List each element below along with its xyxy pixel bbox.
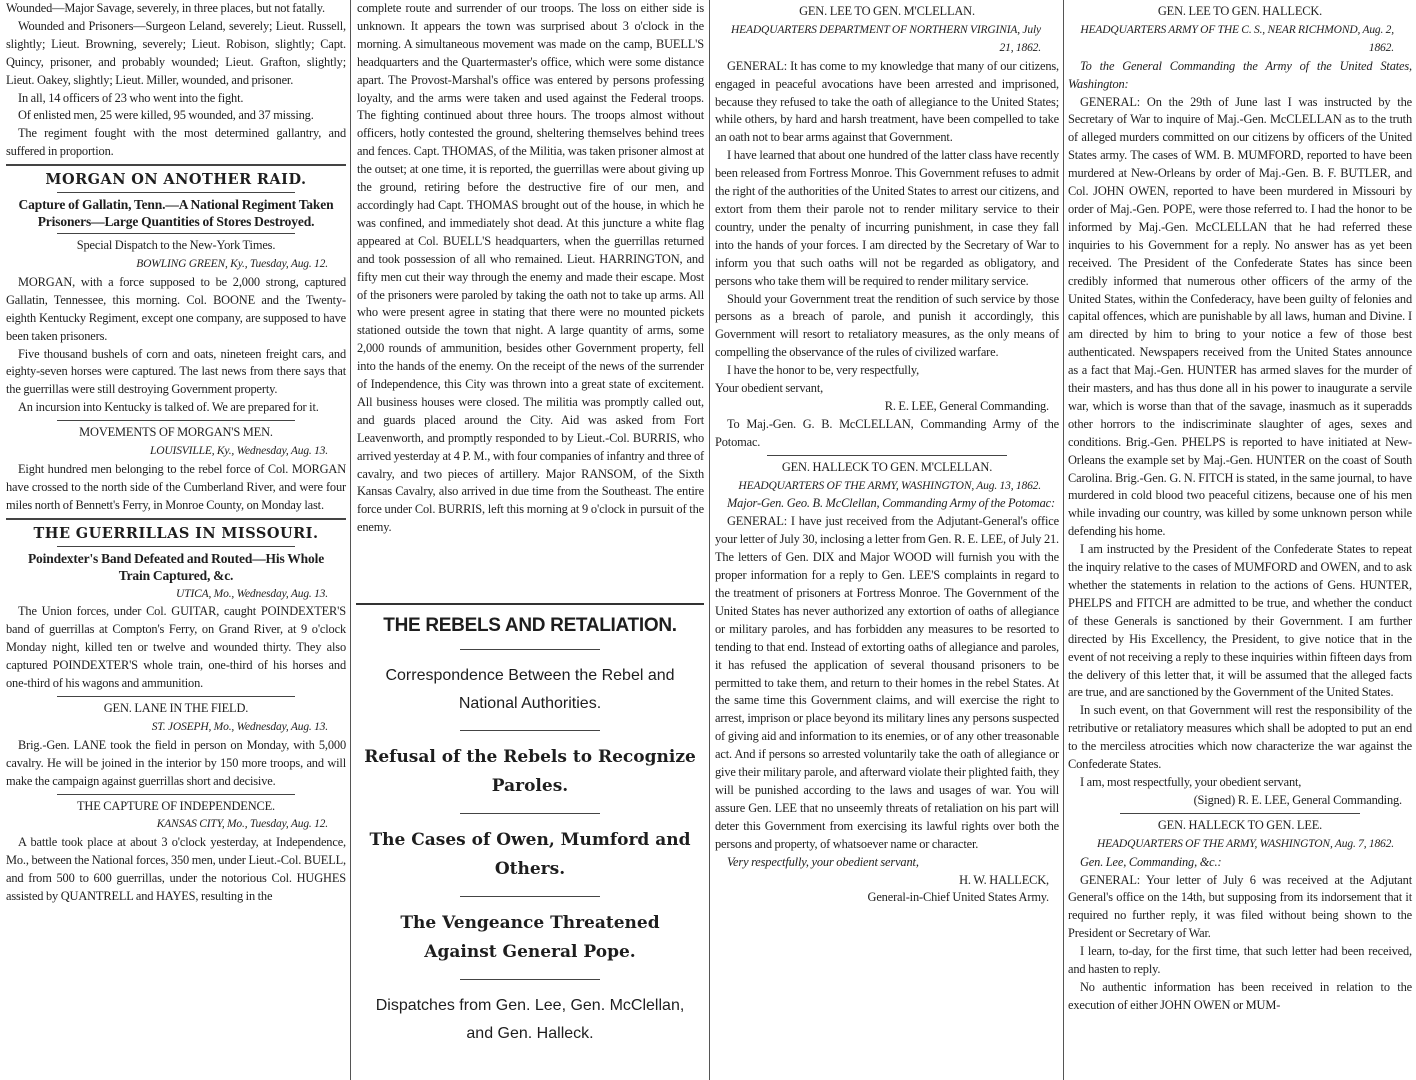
paragraph: I learn, to-day, for the first time, that such letter had been received, and hasten to reply. xyxy=(1068,944,1412,977)
section-heading: GEN. LEE TO GEN. HALLECK. xyxy=(1157,4,1323,18)
paragraph: No authentic information has been received in relation to the execution of either JOHN OWEN or MUM- xyxy=(1068,979,1412,1012)
paragraph: Very respectfully, your obedient servant, xyxy=(727,854,919,869)
divider xyxy=(460,896,599,897)
column-4 xyxy=(1068,0,1412,1015)
paragraph: GENERAL: On the 29th of June last I was instructed by the Secretary of War to inquire of Maj.-Gen. McCLELLAN as to the truth of alleged murders committed on our citizens by officers of the United States army. The cases of WM. B. MUMFORD, reported to have been murdered at New-Orleans by order of Maj.-Gen. B. F. BUTLER, and Col. JOHN OWEN, reported to have been murdered in Missouri by order of Maj.-Gen. POPE, were those referred to. I had the honor to be informed by Maj.-Gen. McCLELLAN that he had referred these inquiries to his Government for a reply. No answer has as yet been received. The President of the Confederate States has since been credibly informed that numerous other officers of the army of the United States, within the Confederacy, have been guilty of felonies and capital offences, which are punishable by all laws, human and Divine. I am directed by him to bring to your notice a few of those best authenticated. Newspapers received from the United States announce as a fact that Maj.-Gen. HUNTER has armed slaves for the murder of their masters, and has thus done all in his power to inaugurate a servile war, which is worse than that of the savage, inasmuch as it superadds other horrors to the indiscriminate slaughter of ages, sexes and conditions. Brig.-Gen. PHELPS is reported to have initiated at New-Orleans the example set by Maj.-Gen. HUNTER on the coast of South Carolina. Brig.-Gen. G. N. FITCH is stated, in the same journal, to have murdered in cold blood two peaceful citizens, because one of his men while invading our country, was killed by some unknown person while defending his home. xyxy=(1068,94,1412,539)
paragraph: Major-Gen. Geo. B. McClellan, Commanding Army of the Potomac: xyxy=(727,496,1055,511)
dateline: UTICA, Mo., Wednesday, Aug. 13. xyxy=(176,587,328,600)
divider xyxy=(57,546,295,547)
paragraph: Five thousand bushels of corn and oats, nineteen freight cars, and eighty-seven horses were captured. The last news from there says that the guerrillas were still destroying Government property. xyxy=(6,346,346,397)
column-3 xyxy=(715,0,1059,907)
divider xyxy=(57,233,295,234)
paragraph: GENERAL: It has come to my knowledge that many of our citizens, engaged in peaceful avocations have been arrested and imprisoned, because they refused to take the oath of allegiance to the United States; while others, by hard and harsh treatment, have been compelled to take an oath not to bear arms against that Government. xyxy=(715,58,1059,145)
paragraph: I have the honor to be, very respectfully, xyxy=(727,363,920,378)
paragraph: Eight hundred men belonging to the rebel force of Col. MORGAN have crossed to the north side of the Cumberland River, and were four miles north of Bennett's Ferry, in Monroe County, on Monday last. xyxy=(6,461,346,512)
dateline: ST. JOSEPH, Mo., Wednesday, Aug. 13. xyxy=(151,720,328,733)
paragraph: MORGAN, with a force supposed to be 2,000 strong, captured Gallatin, Tennessee, this morning. Col. BOONE and the Twenty-eighth Kentucky Regiment, except one company, are supposed to have been taken prisoners. xyxy=(6,274,346,343)
paragraph: I am, most respectfully, your obedient servant, xyxy=(1080,774,1302,789)
paragraph: An incursion into Kentucky is talked of. We are prepared for it. xyxy=(18,400,319,415)
subheadline: Poindexter's Band Defeated and Routed—His Whole Train Captured, &c. xyxy=(27,550,325,583)
paragraph: The regiment fought with the most determined gallantry, and suffered in proportion. xyxy=(6,126,346,159)
paragraph: GENERAL: Your letter of July 6 was received at the Adjutant General's office on the 14th, but supposing from its indorsement that it required no further reply, it was filed without being shown to the President or Secretary of War. xyxy=(1068,872,1412,941)
divider xyxy=(460,730,599,731)
column-2 xyxy=(357,0,704,537)
signature: H. W. HALLECK, xyxy=(959,872,1049,887)
dateline: BOWLING GREEN, Ky., Tuesday, Aug. 12. xyxy=(136,257,328,270)
deck-dispatches: Dispatches from Gen. Lee, Gen. McClellan, and Gen. Halleck. xyxy=(375,997,685,1042)
headline-block xyxy=(356,603,704,1048)
column-1 xyxy=(6,0,346,906)
dateline: LOUISVILLE, Ky., Wednesday, Aug. 13. xyxy=(149,445,328,458)
divider xyxy=(460,979,599,980)
paragraph: Should your Government treat the rendition of such service by those persons as a breach of parole, and punish it accordingly, this Government will resort to retaliatory measures, as the only means of compelling the observance of the rules of civilized warfare. xyxy=(715,291,1059,360)
paragraph: Of enlisted men, 25 were killed, 95 wounded, and 37 missing. xyxy=(18,108,314,123)
signature: General-in-Chief United States Army. xyxy=(867,890,1049,905)
column-divider xyxy=(1063,0,1064,1080)
section-heading: GEN. LANE IN THE FIELD. xyxy=(103,701,249,715)
section-heading: GEN. HALLECK TO GEN. LEE. xyxy=(1157,817,1323,832)
divider xyxy=(57,420,295,421)
divider xyxy=(767,455,1008,456)
divider xyxy=(460,649,599,650)
deck-cases: The Cases of Owen, Mumford and Others. xyxy=(369,830,691,879)
signature: (Signed) R. E. LEE, General Commanding. xyxy=(1193,792,1402,807)
paragraph: I am instructed by the President of the Confederate States to repeat the inquiry relative to the cases of MUMFORD and OWEN, and to ask whether the statements in relation to the actions of Gens. HUNTER, PHELPS and FITCH are admitted to be true, and whether the conduct of these Generals is sanctioned by their Government. I am further directed by His Excellency, the President, to give notice that in the event of not receiving a reply to these inquiries within fifteen days from the delivery of this letter that, it will be assumed that the alleged facts are true, and are sanctioned by the Government of the United States. xyxy=(1068,542,1412,700)
headline: THE GUERRILLAS IN MISSOURI. xyxy=(33,524,319,542)
dateline: HEADQUARTERS OF THE ARMY, WASHINGTON, Aug. 13, 1862. xyxy=(738,479,1041,492)
paragraph: To the General Commanding the Army of the United States, Washington: xyxy=(1068,58,1412,91)
dateline: HEADQUARTERS ARMY OF THE C. S., NEAR RICHMOND, Aug. 2, 1862. xyxy=(1080,23,1394,54)
section-heading: GEN. HALLECK TO GEN. M'CLELLAN. xyxy=(781,459,993,474)
divider xyxy=(57,794,295,795)
deck-correspondence: Correspondence Between the Rebel and National Authorities. xyxy=(385,667,675,712)
signature: R. E. LEE, General Commanding. xyxy=(884,398,1049,413)
dateline: KANSAS CITY, Mo., Tuesday, Aug. 12. xyxy=(156,818,328,831)
divider xyxy=(460,813,599,814)
paragraph: Wounded—Major Savage, severely, in three places, but not fatally. xyxy=(6,1,325,15)
deck-paroles: Refusal of the Rebels to Recognize Paroles. xyxy=(364,747,696,796)
divider xyxy=(6,164,346,166)
paragraph: In all, 14 officers of 23 who went into the fight. xyxy=(18,90,244,105)
section-heading: MOVEMENTS OF MORGAN'S MEN. xyxy=(79,425,273,440)
paragraph: Your obedient servant, xyxy=(715,381,824,396)
divider xyxy=(1120,813,1361,814)
headline: MORGAN ON ANOTHER RAID. xyxy=(45,171,307,189)
paragraph: I have learned that about one hundred of the latter class have recently been released from Fortress Monroe. This Government refuses to admit the right of the authorities of the United States to arrest our citizens, and extort from them their parole not to render military service to their country, under the penalty of incurring punishment, in case they fall into the hands of your forces. I am directed by the Secretary of War to inform you that such oaths will not be regarded as obligatory, and persons who take them will be required to render military service. xyxy=(715,148,1059,288)
subheadline: Capture of Gallatin, Tenn.—A National Regiment Taken Prisoners—Large Quantities of Stores Destroyed. xyxy=(18,197,334,230)
paragraph: The Union forces, under Col. GUITAR, caught POINDEXTER'S band of guerrillas at Compton's Ferry, on Grand River, at 9 o'clock Monday night, killed ten or twelve and wounded thirty. They also captured POINDEXTER'S whole train, one-third of his horses and one-third of his wagons and ammunition. xyxy=(6,604,346,691)
paragraph: In such event, on that Government will rest the responsibility of the retributive or retaliatory measures which shall be adopted to put an end to the merciless atrocities which now characterize the war against the Confederate States. xyxy=(1068,703,1412,772)
section-heading: THE CAPTURE OF INDEPENDENCE. xyxy=(77,798,275,813)
section-heading: GEN. LEE TO GEN. M'CLELLAN. xyxy=(799,4,975,18)
column-divider xyxy=(709,0,710,1080)
divider xyxy=(6,518,346,520)
paragraph: GENERAL: I have just received from the Adjutant-General's office your letter of July 30, inclosing a letter from Gen. R. E. LEE, of July 21. The letters of Gen. DIX and Major WOOD will furnish you with the proper information for a reply to Gen. LEE'S complaints in regard to the treatment of prisoners at Fortress Monroe. The Government of the United States has never authorized any extortion of oaths of allegiance or military paroles, and has forbidden any measures to be resorted to tending to that end. Instead of extorting oaths of allegiance and paroles, it has refused the application of several thousand prisoners to be permitted to take them, and return to their homes in the rebel States. At the same time this Government claims, and will exercise the right to arrest, imprison or place beyond its military lines any persons suspected of giving aid and information to its enemies, or of any other treasonable act. And if persons so arrested voluntarily take the oath of allegiance or give their military parole, and afterward violate their plighted faith, they will be punished according to the laws and usages of war. You will assure Gen. LEE that no unseemly threats of retaliation on his part will deter this Government from exercising its lawful rights over both the persons and property, of whatsoever name or character. xyxy=(715,514,1059,851)
divider xyxy=(57,192,295,193)
paragraph: A battle took place at about 3 o'clock yesterday, at Independence, Mo., between the National forces, 350 men, under Lieut.-Col. BUELL, and from 500 to 600 guerrillas, under the notorious Col. HUGHES assisted by QUANTRELL and HAYES, resulting in the xyxy=(6,835,346,904)
divider xyxy=(57,696,295,697)
paragraph: To Maj.-Gen. G. B. McCLELLAN, Commanding Army of the Potomac. xyxy=(715,416,1059,449)
dateline: HEADQUARTERS DEPARTMENT OF NORTHERN VIRGINIA, July 21, 1862. xyxy=(731,23,1041,54)
paragraph: Brig.-Gen. LANE took the field in person on Monday, with 5,000 cavalry. He will be joined in the interior by 150 more troops, and will make the campaign against guerrillas short and decisive. xyxy=(6,737,346,788)
paragraph: Gen. Lee, Commanding, &c.: xyxy=(1080,854,1222,869)
section-heading: Special Dispatch to the New-York Times. xyxy=(76,238,276,253)
dateline: HEADQUARTERS OF THE ARMY, WASHINGTON, Aug. 7, 1862. xyxy=(1097,837,1394,850)
main-headline: THE REBELS AND RETALIATION. xyxy=(383,615,677,636)
deck-vengeance: The Vengeance Threatened Against General Pope. xyxy=(400,913,660,962)
column-divider xyxy=(350,0,351,1080)
paragraph: complete route and surrender of our troops. The loss on either side is unknown. It appears the town was surprised about 3 o'clock in the morning. A simultaneous movement was made on the camp, BUELL'S headquarters and the Quartermaster's office, which were some distance apart. The Provost-Marshal's office was entered by persons professing loyalty, and the arms were taken and used against the Federal troops. The fighting continued about three hours. The troops almost without officers, hotly contested the ground, sheltering themselves behind trees and fences. Capt. THOMAS, of the Militia, was taken prisoner almost at the outset; at one time, it is reported, the guerrillas were about giving up the ground, retiring before the destructive fire of our men, and accordingly had Capt. THOMAS brought out of the house, in which he was confined, and immediately shot dead. At this juncture a white flag appeared at Col. BUELL'S headquarters, when the guerrillas returned and took possession of all who remained. Lieut. HARRINGTON, and fifty men cut their way through the enemy and made their escape. Most of the prisoners were paroled by taking the oath not to take up arms. All who were present agree in stating that there were no mounted pickets stationed outside the town that night. A large quantity of arms, some 2,000 rounds of ammunition, besides other Government property, fell into the hands of the enemy. On the receipt of the news of the surrender of Independence, this City was thrown into a great state of excitement. All business houses were closed. The militia was promptly called out, and guards placed around the City. Aid was asked from Fort Leavenworth, and promptly responded to by Lieut.-Col. BURRIS, who arrived yesterday at 4 P. M., with four companies of infantry and three of cavalry, and two pieces of artillery. Major RANSOM, of the Sixth Kansas Cavalry, also arrived in due time from the Southeast. The entire force under Col. BURRIS, left this morning at 9 o'clock in pursuit of the enemy. xyxy=(357,1,704,535)
paragraph: Wounded and Prisoners—Surgeon Leland, severely; Lieut. Russell, slightly; Lieut. Browning, severely; Lieut. Robison, slightly; Capt. Quincy, prisoner, and probably wounded; Lieut. Grafton, slightly; Lieut. Oakey, slightly; Lieut. Miller, wounded, and prisoner. xyxy=(6,18,346,87)
